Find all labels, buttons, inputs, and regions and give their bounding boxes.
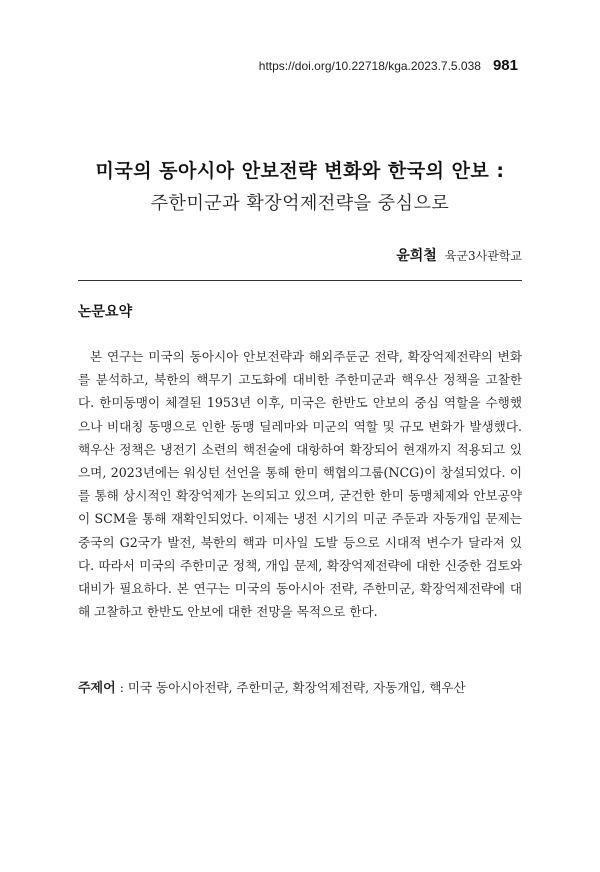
author-block [396, 245, 522, 265]
horizontal-divider [78, 280, 522, 281]
author-name: 윤희철 [396, 248, 437, 264]
title-main: 미국의 동아시아 안보전략 변화와 한국의 안보 : [95, 160, 505, 182]
abstract-body [78, 345, 522, 623]
keywords-line [78, 677, 522, 696]
keywords-label: 주제어 [78, 681, 116, 696]
abstract-paragraph: 본 연구는 미국의 동아시아 안보전략과 해외주둔군 전략, 확장억제전략의 변화를 분석하고, 북한의 핵무기 고도화에 대비한 주한미군과 핵우산 정책을 고찰한다. 한미동맹이 체결된 1953년 이후, 미국은 한반도 안보의 중심 역할을 수행했으나 비대칭 동맹으로 인한 동맹 딜레마와 미군의 역할 및 규모 변화가 발생했다. 핵우산 정책은 냉전기 소련의 핵전술에 대항하여 확장되어 현재까지 적용되고 있으며, 2023년에는 워싱턴 선언을 통해 한미 핵협의그룹(NCG)이 창설되었다. 이를 통해 상시적인 확장억제가 논의되고 있으며, 굳건한 한미 동맹체제와 안보공약이 SCM을 통해 재확인되었다. 이제는 냉전 시기의 미군 주둔과 자동개입 문제는 중국의 G2국가 발전, 북한의 핵과 미사일 도발 등으로 시대적 변수가 달라져 있다. 따라서 미국의 주한미군 정책, 개입 문제, 확장억제전략에 대한 신중한 검토와 대비가 필요하다. 본 연구는 미국의 동아시아 전략, 주한미군, 확장억제전략에 대해 고찰하고 한반도 안보에 대한 전망을 목적으로 한다. [78, 349, 522, 620]
doi-link[interactable]: https://doi.org/10.22718/kga.2023.7.5.038 [258, 59, 481, 73]
abstract-heading: 논문요약 [78, 304, 133, 320]
author-affiliation: 육군3사관학교 [444, 249, 522, 263]
keywords-separator: : [119, 680, 124, 695]
page-number: 981 [492, 57, 518, 74]
keywords-text: 미국 동아시아전략, 주한미군, 확장억제전략, 자동개입, 핵우산 [127, 680, 466, 695]
page-header [259, 57, 518, 74]
title-subtitle: 주한미군과 확장억제전략을 중심으로 [150, 193, 450, 214]
paper-title [0, 156, 600, 215]
